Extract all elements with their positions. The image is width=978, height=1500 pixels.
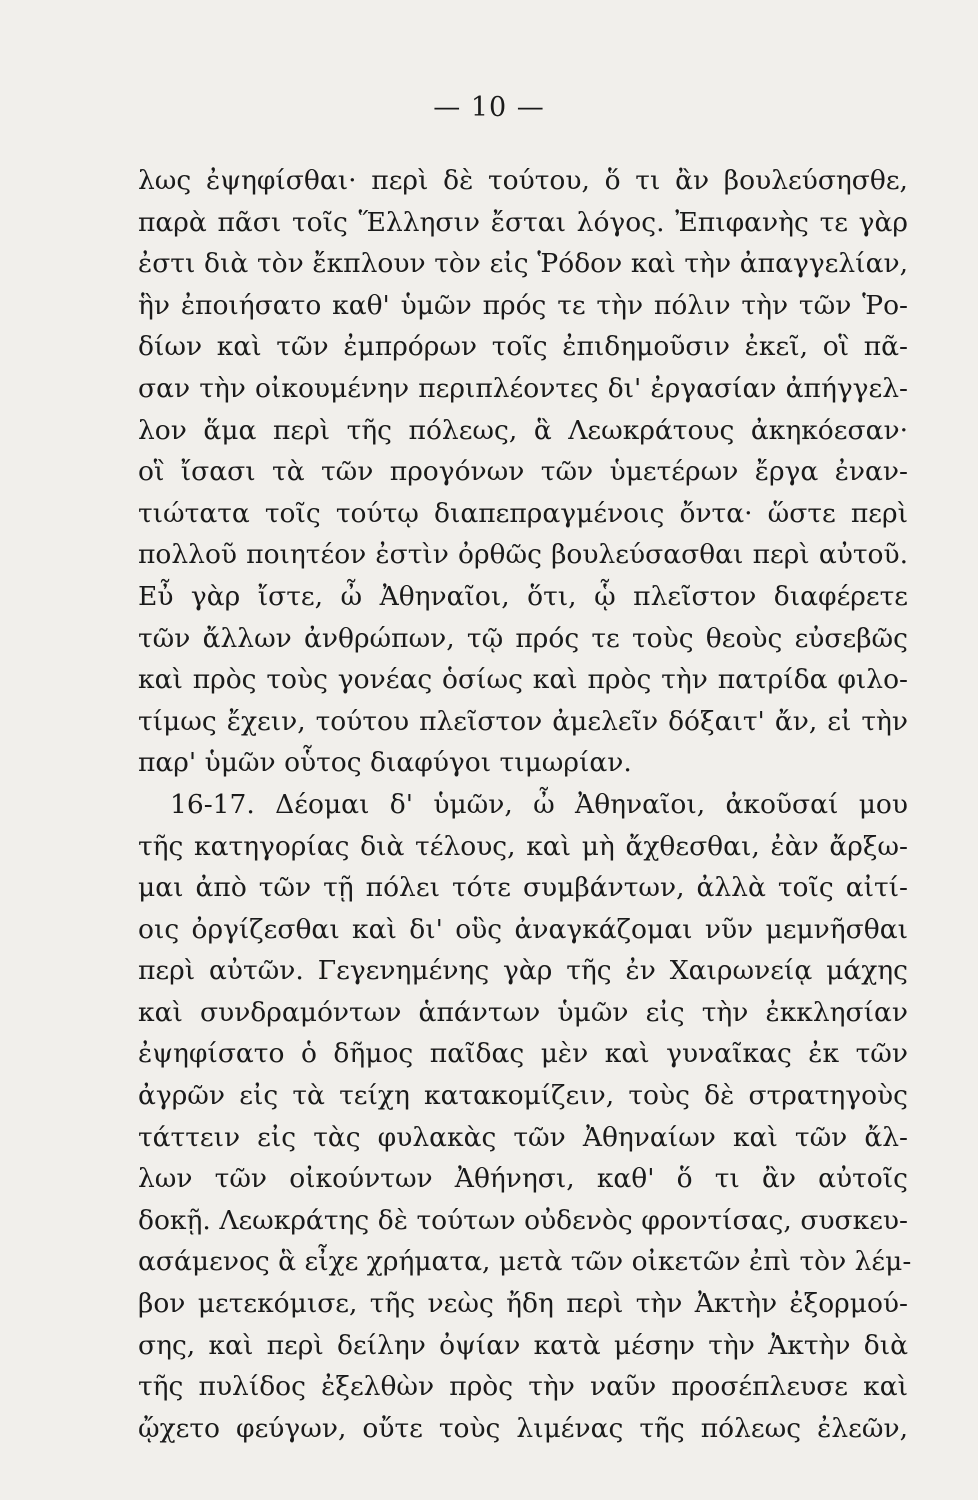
text-line: λως ἐψηφίσθαι· περὶ δὲ τούτου, ὅ τι ἂν βουλεύσησθε, xyxy=(138,165,908,196)
text-line: τίμως ἔχειν, τούτου πλεῖστον ἀμελεῖν δόξαιτ' ἄν, εἰ τὴν xyxy=(138,705,908,737)
text-line: οἳ ἴσασι τὰ τῶν προγόνων τῶν ὑμετέρων ἔργα ἐναν- xyxy=(138,456,908,488)
text-line: τῆς πυλίδος ἐξελθὼν πρὸς τὴν ναῦν προσέπλευσε καὶ xyxy=(138,1371,908,1403)
text-line: ἀγρῶν εἰς τὰ τείχη κατακομίζειν, τοὺς δὲ στρατηγοὺς xyxy=(138,1080,908,1112)
text-line: ᾤχετο φεύγων, οὔτε τοὺς λιμένας τῆς πόλεως ἐλεῶν, xyxy=(138,1412,908,1444)
text-line: ασάμενος ἃ εἶχε χρήματα, μετὰ τῶν οἰκετῶν ἐπὶ τὸν λέμ- xyxy=(138,1246,912,1278)
text-line: δοκῇ. Λεωκράτης δὲ τούτων οὐδενὸς φροντίσας, συσκευ- xyxy=(138,1204,908,1236)
text-line: περὶ αὐτῶν. Γεγενημένης γὰρ τῆς ἐν Χαιρωνείᾳ μάχης xyxy=(138,955,908,987)
text-line: μαι ἀπὸ τῶν τῇ πόλει τότε συμβάντων, ἀλλὰ τοῖς αἰτί- xyxy=(138,872,908,904)
text-line: τάττειν εἰς τὰς φυλακὰς τῶν Ἀθηναίων καὶ τῶν ἄλ- xyxy=(138,1121,908,1153)
body-text xyxy=(138,160,912,1449)
text-line: ἐψηφίσατο ὁ δῆμος παῖδας μὲν καὶ γυναῖκας ἐκ τῶν xyxy=(138,1038,908,1070)
text-line: ἐστι διὰ τὸν ἔκπλουν τὸν εἰς Ῥόδον καὶ τὴν ἀπαγγελίαν, xyxy=(138,248,908,280)
section-start-line: 16-17. Δέομαι δ' ὑμῶν, ὦ Ἀθηναῖοι, ἀκοῦσαί μου xyxy=(170,788,908,820)
text-line: βον μετεκόμισε, τῆς νεὼς ἤδη περὶ τὴν Ἀκτὴν ἐξορμού- xyxy=(138,1288,908,1320)
page-number: — 10 — xyxy=(433,92,545,123)
text-line: τῆς κατηγορίας διὰ τέλους, καὶ μὴ ἄχθεσθαι, ἐὰν ἄρξω- xyxy=(138,830,908,862)
text-line: δίων καὶ τῶν ἐμπρόρων τοῖς ἐπιδημοῦσιν ἐκεῖ, οἳ πᾶ- xyxy=(138,331,908,363)
text-line: πολλοῦ ποιητέον ἐστὶν ὀρθῶς βουλεύσασθαι περὶ αὐτοῦ. xyxy=(138,539,908,571)
text-line: καὶ συνδραμόντων ἁπάντων ὑμῶν εἰς τὴν ἐκκλησίαν xyxy=(138,996,908,1028)
text-line: ἣν ἐποιήσατο καθ' ὑμῶν πρός τε τὴν πόλιν τὴν τῶν Ῥο- xyxy=(138,289,908,321)
text-line: οις ὀργίζεσθαι καὶ δι' οὓς ἀναγκάζομαι νῦν μεμνῆσθαι xyxy=(138,913,908,945)
text-line: Εὖ γὰρ ἴστε, ὦ Ἀθηναῖοι, ὅτι, ᾧ πλεῖστον διαφέρετε xyxy=(138,580,908,612)
text-line: λον ἅμα περὶ τῆς πόλεως, ἃ Λεωκράτους ἀκηκόεσαν· xyxy=(138,414,908,446)
text-line: καὶ πρὸς τοὺς γονέας ὁσίως καὶ πρὸς τὴν πατρίδα φιλο- xyxy=(138,664,908,696)
text-line: τιώτατα τοῖς τούτῳ διαπεπραγμένοις ὄντα· ὥστε περὶ xyxy=(138,497,908,529)
text-line: σαν τὴν οἰκουμένην περιπλέοντες δι' ἐργασίαν ἀπήγγελ- xyxy=(138,372,908,404)
text-line: τῶν ἄλλων ἀνθρώπων, τῷ πρός τε τοὺς θεοὺς εὐσεβῶς xyxy=(138,622,908,654)
text-line: λων τῶν οἰκούντων Ἀθήνησι, καθ' ὅ τι ἂν αὐτοῖς xyxy=(138,1163,908,1195)
text-line: σης, καὶ περὶ δείλην ὀψίαν κατὰ μέσην τὴν Ἀκτὴν διὰ xyxy=(138,1329,908,1361)
text-line: παρ' ὑμῶν οὗτος διαφύγοι τιμωρίαν. xyxy=(138,747,632,779)
text-line: παρὰ πᾶσι τοῖς Ἕλλησιν ἔσται λόγος. Ἐπιφανὴς τε γὰρ xyxy=(138,206,908,238)
